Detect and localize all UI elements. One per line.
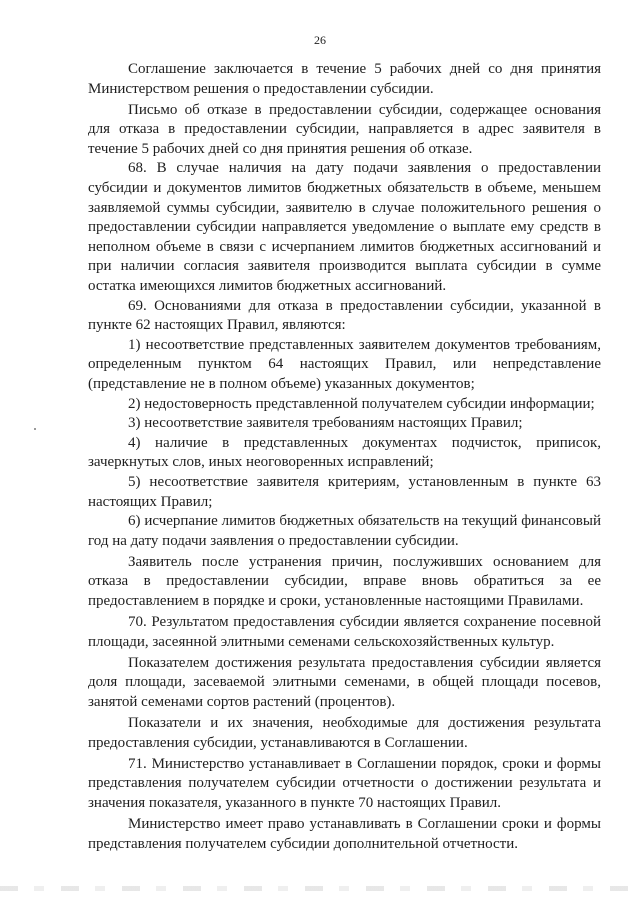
document-body	[88, 60, 601, 854]
page-number: 26	[314, 33, 326, 47]
list-item: 4) наличие в представленных документах подчисток, приписок, зачеркнутых слов, иных неоговоренных исправлений;	[88, 434, 601, 471]
paragraph-clause-69: 69. Основаниями для отказа в предоставлении субсидии, указанной в пункте 62 настоящих Правил, являются:	[88, 297, 601, 334]
list-item: 3) несоответствие заявителя требованиям настоящих Правил;	[128, 415, 523, 432]
paragraph: Показатели и их значения, необходимые для достижения результата предоставления субсидии, устанавливаются в Соглашении.	[88, 715, 601, 751]
paragraph: Министерство имеет право устанавливать в Соглашении сроки и формы представления получателем субсидии дополнительной отчетности.	[88, 816, 601, 852]
scan-speck	[34, 428, 36, 430]
paragraph-clause-70: 70. Результатом предоставления субсидии является сохранение посевной площади, засеянной элитными семенами сельскохозяйственных культур.	[88, 614, 601, 650]
scan-bottom-edge-artifact	[0, 886, 640, 891]
paragraph-clause-68: 68. В случае наличия на дату подачи заявления о предоставлении субсидии и документов лимитов бюджетных обязательств в объеме, меньшем заявляемой суммы субсидии, заявителю в случае положительного решения о предоставлении субсидии направляется уведомление о выплате ему средств в неполном объеме в связи с исчерпанием лимитов бюджетных ассигнований и при наличии согласия заявителя производится выплата субсидии в сумме остатка имеющихся лимитов бюджетных ассигнований.	[88, 160, 601, 295]
paragraph: Заявитель после устранения причин, послуживших основанием для отказа в предоставлении субсидии, вправе вновь обратиться за ее предоставлением в порядке и сроки, установленные настоящими Правилами.	[88, 553, 601, 610]
paragraph-clause-71: 71. Министерство устанавливает в Соглашении порядок, сроки и формы представления получателем субсидии отчетности о достижении результата и значения показателя, указанного в пункте 70 настоящих Правил.	[88, 755, 601, 811]
paragraph: Письмо об отказе в предоставлении субсидии, содержащее основания для отказа в предоставлении субсидии, направляется в адрес заявителя в течение 5 рабочих дней со дня принятия решения об отказе.	[88, 101, 601, 157]
paragraph: Соглашение заключается в течение 5 рабочих дней со дня принятия Министерством решения о предоставлении субсидии.	[88, 61, 601, 97]
list-item: 2) недостоверность представленной получателем субсидии информации;	[128, 395, 595, 412]
list-item: 6) исчерпание лимитов бюджетных обязательств на текущий финансовый год на дату подачи заявления о предоставлении субсидии.	[88, 513, 601, 549]
list-item: 1) несоответствие представленных заявителем документов требованиям, определенным пунктом 64 настоящих Правил, или непредставление (представление не в полном объеме) указанных документов;	[88, 336, 601, 392]
paragraph: Показателем достижения результата предоставления субсидии является доля площади, засеваемой элитными семенами, в общей площади посевов, занятой семенами сортов растений (процентов).	[88, 654, 601, 710]
list-item: 5) несоответствие заявителя критериям, установленным в пункте 63 настоящих Правил;	[88, 473, 601, 510]
